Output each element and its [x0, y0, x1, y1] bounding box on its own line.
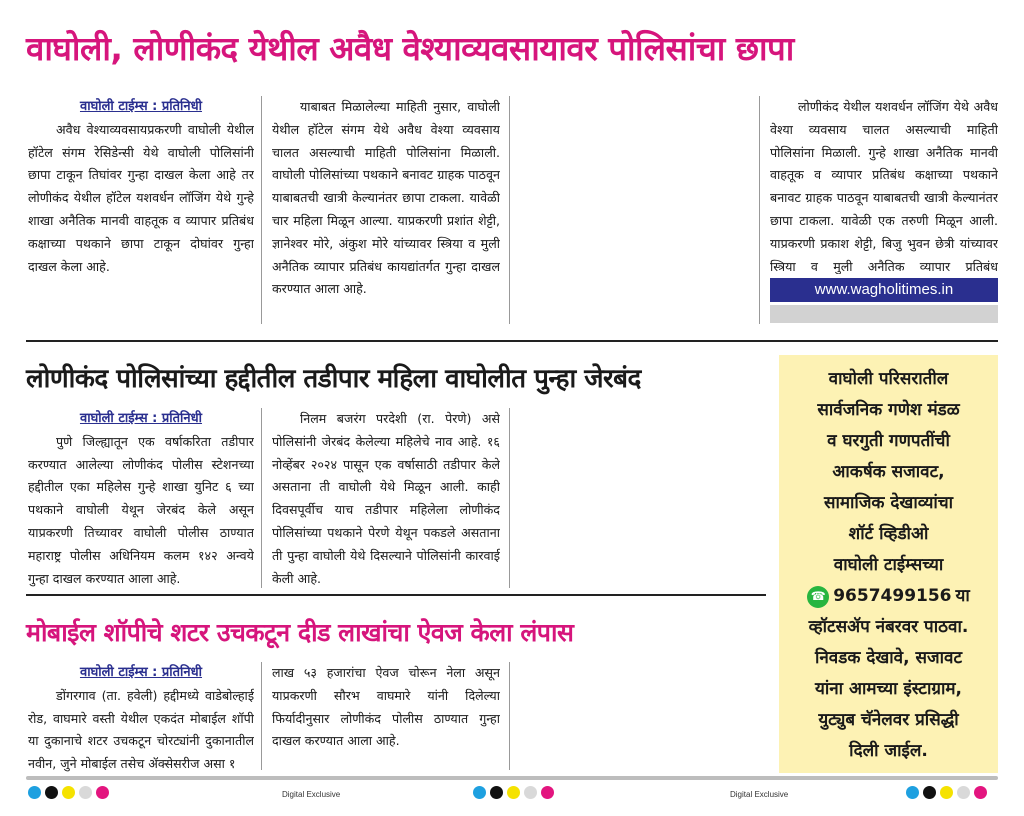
column-divider: [759, 96, 760, 324]
registration-marks-center: [473, 786, 554, 799]
registration-marks-right: [906, 786, 987, 799]
registration-marks-left: [28, 786, 109, 799]
story3-byline: वाघोली टाईम्स : प्रतिनिधी: [79, 665, 203, 680]
story3-headline: मोबाईल शॉपीचे शटर उचकटून दीड लाखांचा ऐवज केला लंपास: [26, 618, 574, 647]
registration-dot: [62, 786, 75, 799]
story2-headline: लोणीकंद पोलिसांच्या हद्दीतील तडीपार महिला वाघोलीत पुन्हा जेरबंद: [26, 364, 641, 394]
promo-line: वाघोली परिसरातील: [828, 369, 949, 389]
promo-line: यांना आमच्या इंस्टाग्राम,: [814, 679, 963, 699]
section-divider: [26, 340, 998, 342]
promo-line: वाघोली टाईम्सच्या: [833, 555, 944, 575]
story3-paragraph-1: डोंगरगाव (ता. हवेली) हद्दीमध्ये वाडेबोल्हाई रोड, वाघमारे वस्ती येथील एकदंत मोबाईल शॉपी या दुकानाचे शटर उचकटून चोरट्यांनी दुकानातील नवीन, जुने मोबाईल तसेच ॲक्सेसरीज असा १: [28, 687, 254, 772]
story1-paragraph-3: लोणीकंद येथील यशवर्धन लॉजिंग येथे अवैध वेश्या व्यवसाय चालत असल्याची माहिती पोलिसांना मिळाली. गुन्हे शाखा अनैतिक मानवी वाहतूक व व्यापार प्रतिबंध कक्षाच्या पथकाने बनावट ग्राहक पाठवून याबाबतची खात्री केल्यानंतर छापा टाकला. यावेळी एक तरुणी मिळून आली. याप्रकरणी प्रकाश शेट्टी, बिजु भुवन छेत्री यांच्यावर स्त्रिया व मुली अनैतिक व्यापार प्रतिबंध: [770, 99, 998, 274]
promo-line: आकर्षक सजावट,: [832, 462, 945, 482]
promo-line: शॉर्ट व्हिडीओ: [848, 524, 929, 544]
promo-phone-suffix: या: [955, 586, 970, 606]
column-divider: [261, 408, 262, 588]
footer-label-right: Digital Exclusive: [730, 790, 789, 799]
story1-paragraph-1: अवैध वेश्याव्यवसायप्रकरणी वाघोली येथील हॉटेल संगम रेसिडेन्सी येथे वाघोली पोलिसांनी छापा टाकून तिघांवर गुन्हा दाखल केला आहे तर लोणीकंद येथील हॉटेल यशवर्धन लॉजिंग येथे गुन्हे शाखा अनैतिक मानवी वाहतूक व व्यापार प्रतिबंध कक्षाच्या पथकाने छापा टाकून दोघांवर गुन्हा दाखल केला आहे.: [28, 121, 254, 274]
story2-byline: वाघोली टाईम्स : प्रतिनिधी: [79, 411, 203, 426]
promo-line: व घरगुती गणपतींची: [827, 431, 950, 451]
column-divider: [509, 96, 510, 324]
promo-phone-line: [782, 581, 995, 612]
story2-column-1: [28, 408, 254, 590]
bottom-rule: [26, 776, 998, 780]
whatsapp-icon: ☎: [807, 586, 829, 608]
story1-headline: वाघोली, लोणीकंद येथील अवैध वेश्याव्यवसायावर पोलिसांचा छापा: [26, 29, 794, 68]
story2-column-3: [520, 408, 758, 590]
registration-dot: [974, 786, 987, 799]
promo-line: दिली जाईल.: [849, 741, 928, 761]
promo-line: व्हॉटसॲप नंबरवर पाठवा.: [808, 617, 969, 637]
story3-column-2: [272, 662, 500, 776]
registration-dot: [923, 786, 936, 799]
story1-column-3: [520, 96, 750, 324]
story3-column-3: [520, 662, 758, 776]
promo-line: सामाजिक देखाव्यांचा: [823, 493, 954, 513]
registration-dot: [490, 786, 503, 799]
story1-column-1: [28, 96, 254, 324]
registration-dot: [45, 786, 58, 799]
registration-dot: [473, 786, 486, 799]
story2-paragraph-1: पुणे जिल्ह्यातून एक वर्षाकरिता तडीपार करण्यात आलेल्या लोणीकंद पोलीस स्टेशनच्या हद्दीतील एका महिलेस गुन्हे शाखा युनिट ६ च्या पथकाने वाघोली येथून जेरबंद केले असून याप्रकरणी तिच्यावर वाघोली पोलीस ठाण्यात महाराष्ट्र पोलीस अधिनियम कलम १४२ अन्वये गुन्हा दाखल करण्यात आला आहे.: [28, 433, 254, 586]
promo-line: सार्वजनिक गणेश मंडळ: [817, 400, 960, 420]
story1-paragraph-2: याबाबत मिळालेल्या माहिती नुसार, वाघोली येथील हॉटेल संगम येथे अवैध वेश्या व्यवसाय चालत असल्याची माहिती पोलिसांना मिळाली. वाघोली पोलिसांच्या पथकाने बनावट ग्राहक पाठवून याबाबतची खात्री केल्यानंतर छापा टाकला. यावेळी चार महिला मिळून आल्या. याप्रकरणी प्रशांत शेट्टी, ज्ञानेश्वर मोरे, अंकुश मोरे यांच्यावर स्त्रिया व मुली अनैतिक व्यापार प्रतिबंध कायद्यांतर्गत गुन्हा दाखल करण्यात आला आहे.: [272, 99, 500, 297]
registration-dot: [906, 786, 919, 799]
promo-text: [782, 364, 995, 767]
grey-strip: [770, 305, 998, 323]
story1-column-4: [770, 96, 998, 274]
story2-paragraph-2: निलम बजरंग परदेशी (रा. पेरणे) असे पोलिसांनी जेरबंद केलेल्या महिलेचे नाव आहे. १६ नोव्हेंबर २०२४ पासून एक वर्षासाठी तडीपार केले असताना ती वाघोली येथे मिळून आली. काही दिवसपूर्वीच याच तडीपार महिलेला लोणीकंद पोलिसांच्या पथकाने पेरणे येथून पकडले असताना ती पुन्हा वाघोली येथे दिसल्याने पोलिसांनी कारवाई केली आहे.: [272, 411, 500, 586]
registration-dot: [524, 786, 537, 799]
promo-phone[interactable]: 9657499156: [833, 586, 952, 606]
footer-label-left: Digital Exclusive: [282, 790, 341, 799]
promo-line: निवडक देखावे, सजावट: [814, 648, 963, 668]
website-url-banner[interactable]: www.wagholitimes.in: [770, 278, 998, 302]
registration-dot: [79, 786, 92, 799]
registration-dot: [96, 786, 109, 799]
story3-paragraph-1-continued: लाख ५३ हजारांचा ऐवज चोरून नेला असून याप्रकरणी सौरभ वाघमारे यांनी दिलेल्या फिर्यादीनुसार लोणीकंद पोलीस ठाण्यात गुन्हा दाखल करण्यात आला आहे.: [272, 665, 500, 749]
registration-dot: [940, 786, 953, 799]
registration-dot: [957, 786, 970, 799]
story1-byline: वाघोली टाईम्स : प्रतिनिधी: [79, 99, 203, 114]
column-divider: [261, 662, 262, 770]
registration-dot: [541, 786, 554, 799]
story2-column-2: [272, 408, 500, 590]
column-divider: [509, 662, 510, 770]
registration-dot: [507, 786, 520, 799]
column-divider: [261, 96, 262, 324]
registration-dot: [28, 786, 41, 799]
section-divider: [26, 594, 766, 596]
column-divider: [509, 408, 510, 588]
story3-column-1: [28, 662, 254, 776]
story1-column-2: [272, 96, 500, 324]
promo-line: युट्युब चॅनेलवर प्रसिद्धी: [818, 710, 959, 730]
